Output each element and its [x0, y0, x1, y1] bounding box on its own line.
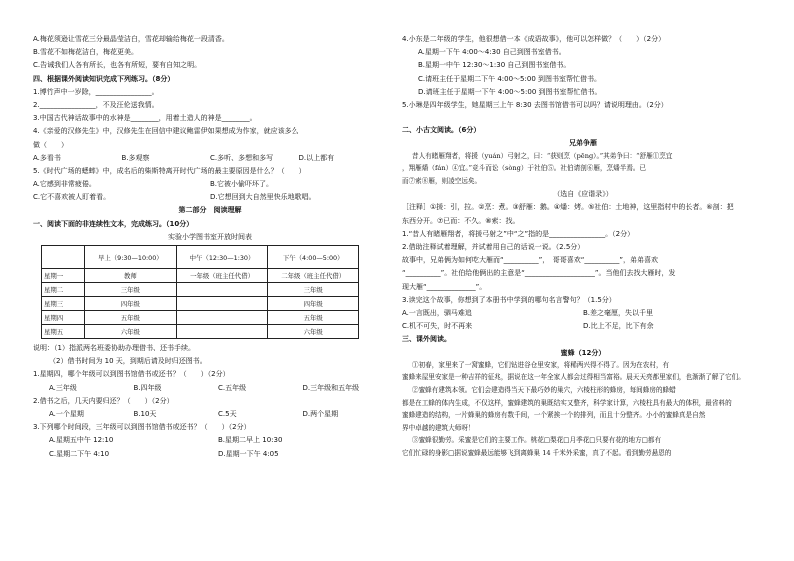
table-cell: 教师 [85, 269, 177, 283]
story-line: ，翔雁燔（fán）④宜。”竞斗而讼（sòng）于社伯⑤。社伯请剖⑥雁，烹燔半焉。已 [402, 164, 647, 173]
essay-line: ②蜜蜂有建筑本领。它们会建造得当天下最巧妙的巢穴，六棱柱形的蜂房，每间蜂房的蜂蜡 [412, 385, 676, 394]
part-2-title: 第二部分 阅读理解 [178, 206, 242, 215]
story-question-2: 2.借助注释试着理解，并试着用自己的话说一说。（2.5分） [402, 243, 585, 252]
option: C.5天 [218, 409, 237, 418]
reading-question-3: 3.下列哪个时间段，三年级可以到图书馆借书或还书？（ ）（2分） [33, 423, 251, 432]
right-column [402, 34, 764, 461]
table-cell: 三年级 [268, 283, 359, 297]
annotation-line: ［注释］①援：引，拉。②烹：煮。③舒雁：鹅。④燔：烤。⑤社伯：土地神，这里指村中的长者。⑥剖：把 [402, 203, 734, 212]
option: B.差之毫厘，失以千里 [583, 308, 654, 317]
option: C.请班主任于星期二下午 4:00～5:00 到图书室帮忙借书。 [418, 74, 602, 83]
option: A.一个星期 [49, 409, 84, 418]
sec4-question-4: 4.《亲爱的汉修先生》中，汉修先生在回信中建议鲍雷伊如果想成为作家，就应该多么 [33, 127, 299, 136]
essay-line: 它们忙碌的身影□据说蜜蜂最远能够飞到离蜂巢 14 千米外采蜜，真了不起。看到勤劳悬恩的 [402, 448, 672, 457]
table-cell: 星期二 [42, 283, 85, 297]
reading-question-4: 4.小东是二年级的学生，他很想借一本《成语故事》，他可以怎样做？（ ）（2分） [402, 35, 666, 43]
story-title: 兄弟争雁 [569, 139, 597, 148]
table-row [42, 311, 359, 325]
story-source: （选自《应谐录》） [553, 190, 613, 199]
reading-q3-options-row2 [33, 449, 387, 462]
table-header-cell: 早上（9:30—10:00） [85, 246, 177, 269]
option: B.它被小偷吓坏了。 [210, 180, 274, 189]
option: C.星期二下午 4:10 [49, 449, 110, 458]
option: B.10天 [133, 409, 157, 418]
table-header-cell: 中午（12:30—1:30） [176, 246, 268, 269]
table-cell [176, 283, 268, 297]
option: A.它感到非常疲倦。 [33, 180, 96, 189]
sec4-question-5: 5.《时代广场的蟋蟀》中，成名后的柴斯特离开时代广场的最主要原因是什么？（ ） [33, 166, 306, 175]
sec4-q5-options-row2 [33, 192, 387, 205]
table-cell: 六年级 [268, 325, 359, 339]
library-schedule-table [41, 245, 359, 339]
table-cell: 一年级（班主任代借） [176, 269, 268, 283]
option: B.四年级 [133, 383, 162, 392]
table-cell: 六年级 [85, 325, 177, 339]
option: D.星期一下午 4:05 [218, 449, 279, 458]
table-header-cell [42, 246, 85, 269]
essay-line: 界中卓越的建筑大师呀！ [402, 423, 475, 432]
table-note-2: （2）借书时间为 10 天，到期后请及时归还图书。 [49, 357, 207, 366]
option: C.多听、多想和多写 [210, 153, 274, 162]
table-row [42, 269, 359, 283]
essay-line: 蜜蜂来屋里安家是一种吉祥的征兆，据说在这一年全家人都会过得相当富裕。晨天天亮都里家们，也渐渐了解了它们。 [402, 373, 745, 382]
table-title: 实验小学图书室开放时间表 [168, 232, 252, 241]
sec4-question-1: 1.博竹声中一岁除，________________。 [33, 87, 159, 96]
option: D.它想回到大自然里快乐地歌唱。 [210, 193, 316, 202]
essay-title: 蜜蜂（12分） [560, 348, 606, 357]
option: C.五年级 [218, 383, 247, 392]
option: D.请班主任于星期一下午 4:00～5:00 到图书室帮忙借书。 [418, 87, 602, 96]
option: A.一言既出，驷马难追 [402, 308, 472, 317]
table-cell: 四年级 [268, 297, 359, 311]
reading-question-1: 1.星期四，哪个年级可以到图书馆借书或还书？（ ）（2分） [33, 370, 230, 379]
story-question-3: 3.读完这个故事，你想到了本册书中学到的哪句名言警句？（1.5分） [402, 295, 616, 304]
table-cell: 五年级 [85, 311, 177, 325]
table-header-row [42, 246, 359, 269]
option: D.三年级和五年级 [302, 383, 360, 392]
option: A.多看书 [33, 153, 61, 162]
sec4-q5-options-row1 [33, 179, 387, 192]
option: C.机不可失，时不再来 [402, 322, 473, 331]
option: D.比上不足，比下有余 [583, 322, 654, 331]
option: D.两个星期 [302, 409, 339, 418]
story-q3-options-row1 [402, 308, 764, 321]
option: A.星期五中午 12:10 [49, 436, 114, 445]
essay-line: ①初春，家里来了一窝蜜蜂，它们钻进谷仓里安家，将稀两兴得不得了。因为在农村，有 [412, 360, 670, 369]
story-question-2-line: 现大雁“______________”。 [402, 282, 487, 291]
story-question-1: 1.“昔人有睹雁翔者，将援弓射之”中“之”指的是________________。（2分） [402, 229, 635, 238]
table-cell: 星期一 [42, 269, 85, 283]
section-3-title: 三、课外阅读。 [402, 335, 451, 344]
essay-line: 都是在工蜂的体内生成，不仅这样，蜜蜂建筑的巢既结实又整齐，科学家计算，六棱柱具有最大的体积，最省料的 [402, 398, 732, 407]
story-q3-options-row2 [402, 321, 764, 334]
table-cell [176, 311, 268, 325]
sec4-question-2: 2.________________，不及汪伦送我情。 [33, 100, 159, 109]
table-row [42, 297, 359, 311]
table-cell: 四年级 [85, 297, 177, 311]
option: A.三年级 [49, 383, 77, 392]
story-question-2-line: 故事中，兄弟俩为如何吃大雁而“__________”， 哥哥喜欢“__________”，弟弟喜欢 [402, 256, 659, 265]
table-cell [176, 297, 268, 311]
table-header-cell: 下午（4:00—5:00） [268, 246, 359, 269]
table-row [42, 283, 359, 297]
table-cell: 三年级 [85, 283, 177, 297]
table-cell: 星期五 [42, 325, 85, 339]
sec4-question-4-cont: 做（ ） [33, 140, 68, 149]
story-line: 昔人有睹雁翔者，将援（yuán）弓射之，曰：“获则烹（pēng）。”其弟争曰：“舒雁①烹宜 [412, 151, 673, 160]
table-row [42, 325, 359, 339]
table-cell: 星期四 [42, 311, 85, 325]
option: B.星期二早上 10:30 [218, 436, 283, 445]
reading-question-2: 2.借书之后，几天内要归还？（ ）（2分） [33, 396, 174, 405]
reading-q1-options [33, 383, 387, 396]
option: B.多观察 [121, 153, 150, 162]
option: C.它不喜欢被人盯着看。 [33, 193, 111, 202]
option: A.星期一下午 4:00～4:30 自己到图书室借书。 [418, 48, 566, 57]
story-line: 而⑦索⑧雁，则凌空远矣。 [402, 176, 482, 185]
reading-q2-options [33, 409, 387, 422]
option: B.星期一中午 12:30～1:30 自己到图书室借书。 [418, 61, 571, 70]
section-4-title: 四、根据课外阅读知识完成下列练习。（8分） [33, 74, 175, 83]
story-question-2-line: “__________”。社伯给他俩出的主意是“____________________”。当他们去找大雁时，发 [402, 269, 676, 278]
option-b: B.雪花不如梅花洁白，梅花更美。 [33, 48, 139, 57]
table-cell [176, 325, 268, 339]
table-cell: 星期三 [42, 297, 85, 311]
table-cell: 五年级 [268, 311, 359, 325]
section-2-title: 二、小古文阅读。（6分） [402, 126, 481, 135]
sec4-q4-options [33, 153, 387, 166]
reading-question-5: 5.小琳是四年级学生，她星期三上午 8:30 去图书馆借书可以吗？请说明理由。（2分） [402, 100, 668, 109]
sec4-question-3: 3.中国古代神话故事中的水神是________，用着土造人的神是________。 [33, 114, 257, 123]
option: D.以上都有 [298, 153, 335, 162]
left-column [33, 34, 387, 462]
table-cell: 二年级（班主任代借） [268, 269, 359, 283]
essay-line: 蜜蜂建造的结构，一片蜂巢的蜂房有数千间，一个紧挨一个的排列，而且十分整齐。小小的蜜蜂真是自然 [402, 411, 706, 420]
reading-section-1-title: 一、阅读下面的非连续性文本，完成练习。（10分） [33, 219, 194, 228]
table-note-1: 说明：（1）指派两名班委协助办理借书、还书手续。 [33, 344, 195, 352]
option-a: A.梅花须逊让雪花三分最晶莹洁白，雪花却输给梅花一段清香。 [33, 35, 229, 43]
essay-line: ③蜜蜂很勤劳。采蜜是它们的主要工作。桃花□梨花□月季花□只要有花的地方□都有 [412, 436, 662, 445]
annotation-line: 东西分开。⑦已而：不久。⑧索：找。 [402, 216, 520, 225]
option-c: C.告诫我们人各有所长，也各有所短，要有自知之明。 [33, 61, 202, 70]
reading-q3-options-row1 [33, 435, 387, 448]
